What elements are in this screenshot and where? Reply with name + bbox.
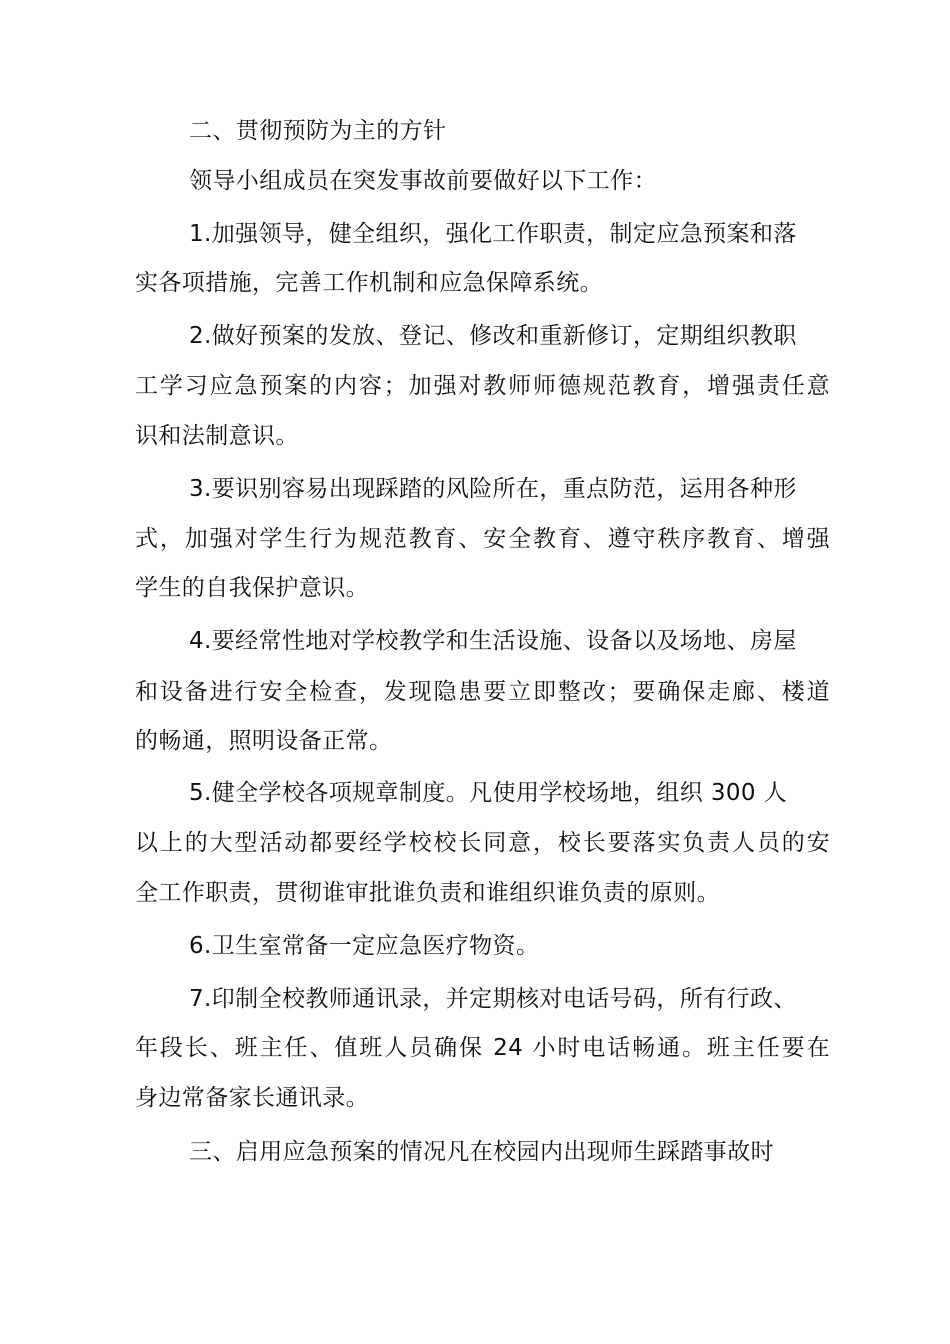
list-item-line: 3.要识别容易出现踩踏的风险所在，重点防范，运用各种形 bbox=[189, 476, 797, 502]
section-heading: 三、启用应急预案的情况凡在校园内出现师生踩踏事故时 bbox=[189, 1139, 774, 1165]
list-item-line: 学生的自我保护意识。 bbox=[135, 575, 369, 601]
list-item-line: 年段长、班主任、值班人员确保 24 小时电话畅通。班主任要在 bbox=[135, 1035, 830, 1061]
list-item-line: 以上的大型活动都要经学校校长同意，校长要落实负责人员的安 bbox=[135, 830, 830, 856]
list-item-line: 全工作职责，贯彻谁审批谁负责和谁组织谁负责的原则。 bbox=[135, 880, 720, 906]
section-heading: 二、贯彻预防为主的方针 bbox=[189, 118, 447, 144]
list-item-line: 7.印制全校教师通讯录，并定期核对电话号码，所有行政、 bbox=[189, 986, 797, 1012]
list-item-line: 式，加强对学生行为规范教育、安全教育、遵守秩序教育、增强 bbox=[135, 526, 830, 552]
list-item-line: 身边常备家长通讯录。 bbox=[135, 1085, 369, 1111]
list-item-line: 实各项措施，完善工作机制和应急保障系统。 bbox=[135, 270, 603, 296]
list-item-line: 识和法制意识。 bbox=[135, 423, 299, 449]
intro-paragraph: 领导小组成员在突发事故前要做好以下工作： bbox=[189, 168, 657, 194]
list-item-line: 和设备进行安全检查，发现隐患要立即整改；要确保走廊、楼道 bbox=[135, 679, 830, 705]
list-item-line: 的畅通，照明设备正常。 bbox=[135, 728, 393, 754]
list-item-line: 4.要经常性地对学校教学和生活设施、设备以及场地、房屋 bbox=[189, 628, 797, 654]
list-item-line: 6.卫生室常备一定应急医疗物资。 bbox=[189, 933, 540, 959]
list-item-line: 工学习应急预案的内容；加强对教师师德规范教育，增强责任意 bbox=[135, 373, 830, 399]
list-item-line: 5.健全学校各项规章制度。凡使用学校场地，组织 300 人 bbox=[189, 780, 788, 806]
list-item-line: 2.做好预案的发放、登记、修改和重新修订，定期组织教职 bbox=[189, 323, 797, 349]
list-item-line: 1.加强领导，健全组织，强化工作职责，制定应急预案和落 bbox=[189, 221, 797, 247]
